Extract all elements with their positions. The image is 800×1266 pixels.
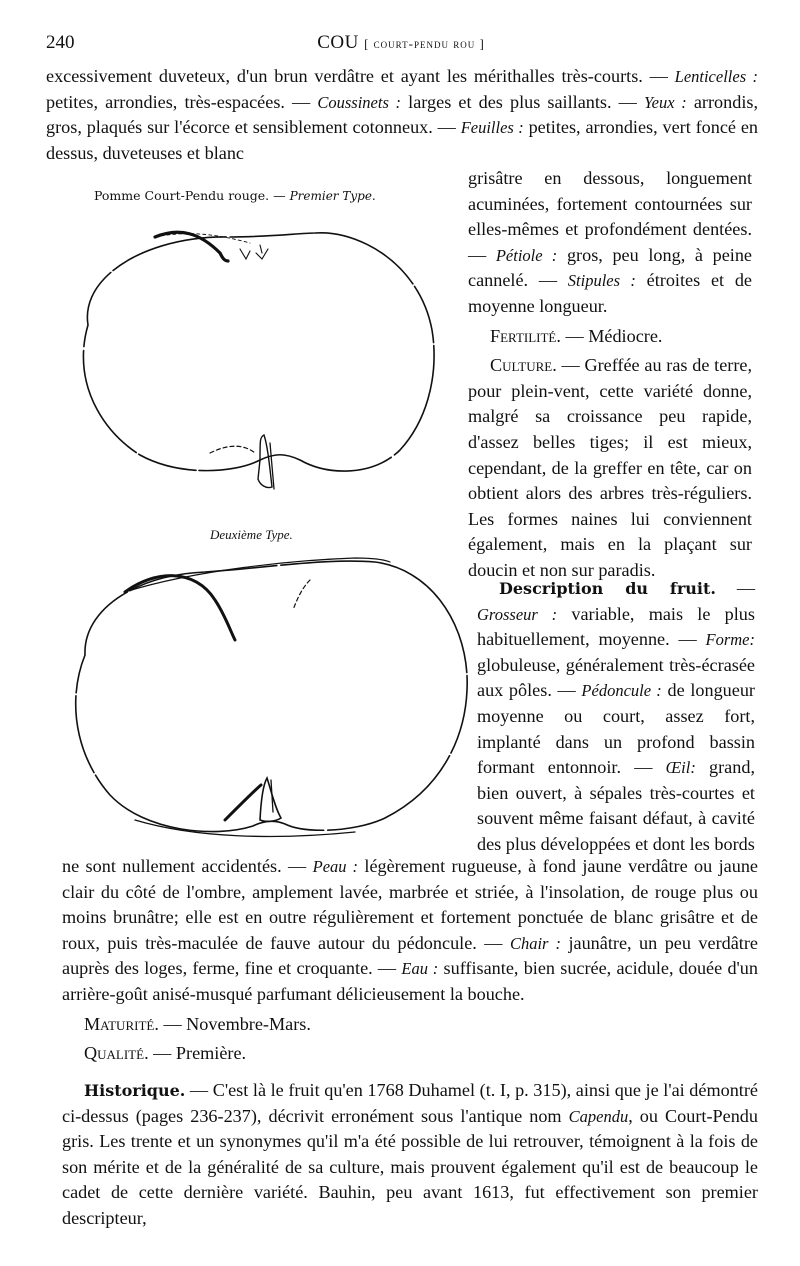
yeux-label: Yeux : [643,92,687,112]
coussinets-label: Coussinets : [317,92,402,112]
figure-1-caption [94,188,376,203]
page-number: 240 [46,32,75,53]
apple-figure-first-type [60,215,450,505]
description-heading: Description du fruit. [499,579,716,598]
oeil-label: Œil: [665,758,696,778]
chair-text: jaunâtre, un peu verdâtre auprès des loges, ferme, fine et croquante. — [62,932,758,979]
culture-label: Culture. [490,355,557,376]
historique-paragraph [62,1078,758,1232]
coussinets-text: larges et des plus saillants. — [401,91,644,112]
petiole-label: Pétiole : [495,245,558,265]
eau-text: suffisante, bien sucrée, acidule, douée d'un arrière-goût anisé-musqué parfumant délicieusement la bouche. [62,958,758,1004]
pedoncule-label: Pédoncule : [581,681,662,701]
right-column-culture [468,166,752,584]
qualite-text: — Première. [148,1043,247,1064]
grosseur-label: Grosseur : [477,604,558,624]
historique-label: Historique. [84,1081,186,1100]
intro-line-1: excessivement duveteux, d'un brun verdâtre et ayant les mérithalles très-courts. [46,66,643,86]
apple-figure-second-type [55,550,475,840]
description-dash: — [715,578,756,598]
feuilles-continued: grisâtre en dessous, longuement acuminées, fortement contournées sur elles-mêmes et profondément dentées. — [468,168,752,265]
historique-text: — C'est là le fruit qu'en 1768 Duhamel (t. I, p. 315), ainsi que je l'ai démontré ci-dessus (pages 236-237), décrivit erronément sous l'antique nom [62,1080,758,1126]
forme-text: globuleuse, généralement très-écrasée aux pôles. — [477,654,755,701]
running-head-variety: [ court-pendu rou ] [364,36,485,51]
feuilles-text: petites, arrondies, vert foncé en dessus, duveteuses et blanc [46,117,758,163]
capendu-name: Capendu [568,1106,629,1126]
qualite-label: Qualité. [84,1043,149,1064]
maturite-text: — Novembre-Mars. [158,1013,311,1034]
peau-label: Peau : [312,857,358,876]
culture-text: — Greffée au ras de terre, pour plein-vent, cette variété donne, malgré sa croissance peu rapide, d'assez belles tiges; il est mieux, cependant, de la greffer en tête, car on obtient alors des arbres très-réguliers. Les formes naines lui conviennent également, mais en la plaçant sur doucin et non sur paradis. [468,355,752,580]
figure-1-caption-main: Pomme Court-Pendu rouge. — [94,188,290,203]
intro-paragraph: excessivement duveteux, d'un brun verdâtre et ayant les mérithalles très-courts. — Lenticelles : petites, arrondies, très-espacées. — Coussinets : larges et des plus saillants. — Yeux : arrondis, gros, plaqués sur l'écorce et sensiblement cotonneux. — Feuilles : petites, arrondies, vert foncé en dessus, duveteuses et blanc [46,66,758,163]
lenticelles-label: Lenticelles : [674,67,758,86]
forme-label: Forme: [705,630,755,650]
lenticelles-text: petites, arrondies, très-espacées. — [46,91,318,112]
petiole-text: gros, peu long, à peine cannelé. — [468,244,753,291]
running-head-main: COU [317,32,359,53]
figure-2-caption: Deuxième Type. [210,527,293,542]
eau-label: Eau : [401,959,439,979]
fruit-description [477,576,755,858]
fertilite-text: — Médiocre. [560,325,663,346]
description-continued [62,854,758,1067]
figure-1-caption-type: Premier Type. [289,189,376,203]
pedoncule-text: de longueur moyenne ou court, assez fort, implanté dans un profond bassin formant entonnoir. — [477,680,755,778]
running-head [46,32,756,54]
maturite-label: Maturité. [84,1013,159,1034]
historique-text-2: , ou Court-Pendu gris. Les trente et un synonymes qu'il m'a été possible de lui retrouver, témoignent à la fois de son mérite et de la généralité de sa culture, mais prouvent également qu'il est de beaucoup le cadet de cette dernière variété. Bauhin, peu avant 1613, fut effectivement son premier descripteur, [62,1105,758,1228]
feuilles-label: Feuilles : [460,118,524,138]
stipules-label: Stipules : [567,271,636,291]
peau-text: légèrement rugueuse, à fond jaune verdâtre ou jaune clair du côté de l'ombre, amplement lavée, marbrée et striée, à l'insolation, de rouge plus ou moins brunâtre; elle est en outre régulièrement et fortement ponctuée de blanc grisâtre et de roux, puis très-maculée de fauve autour du pédoncule. — [62,856,759,953]
stipules-text: étroites et de moyenne longueur. [468,270,753,316]
oeil-text: grand, bien ouvert, à sépales très-courtes et souvent même faisant défaut, à cavité des plus développées et dont les bords [477,757,755,854]
description-cont: ne sont nullement accidentés. — [62,856,313,876]
chair-label: Chair : [509,933,561,953]
fertilite-label: Fertilité. [490,325,561,346]
yeux-text: arrondis, gros, plaqués sur l'écorce et sensiblement cotonneux. — [46,91,758,138]
grosseur-text: variable, mais le plus habituellement, moyenne. — [477,603,755,650]
page-header [46,32,756,58]
